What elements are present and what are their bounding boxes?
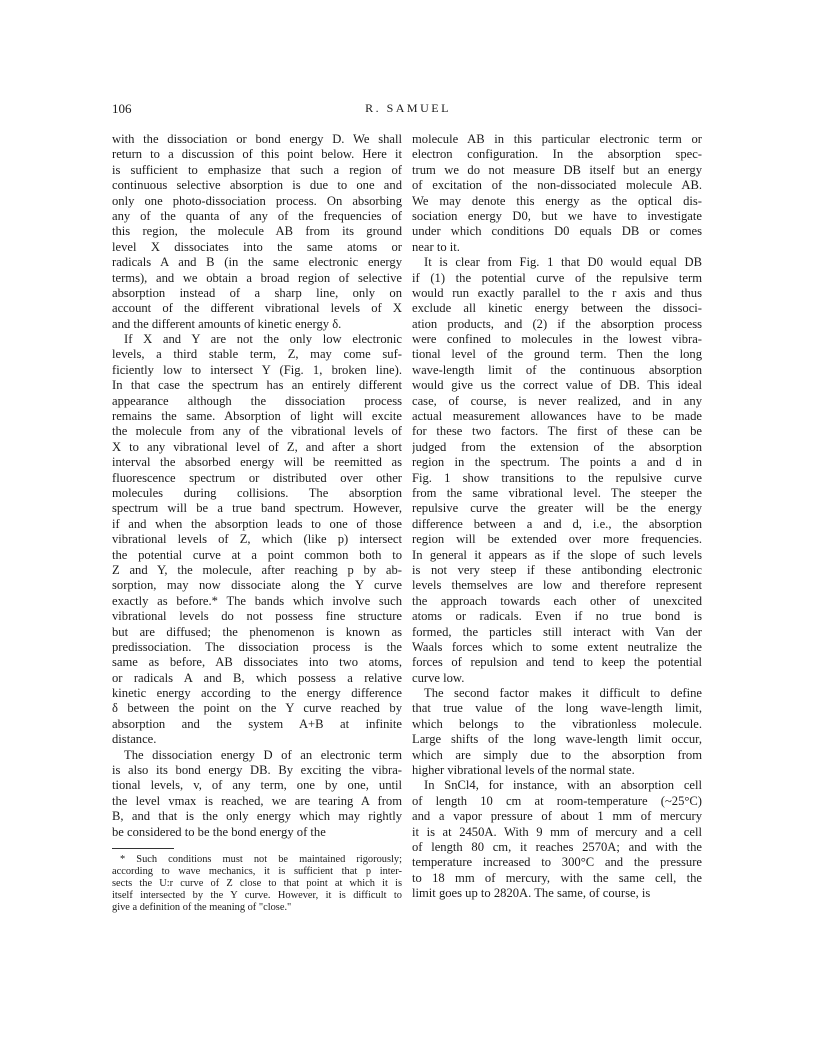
text-line: to 18 mm of mercury, with the same cell, the [412,870,702,885]
text-line: the molecule from any of the vibrational levels of [112,424,402,439]
text-line: for these two factors. The first of these can be [412,424,702,439]
text-line: which are simply due to the absorption from [412,747,702,762]
text-line: Large shifts of the long wave-length limit occur, [412,732,702,747]
text-line: ficiently low to intersect Y (Fig. 1, broken line). [112,362,402,377]
text-line: ation products, and (2) if the absorption process [412,316,702,331]
text-line: continuous selective absorption is due to one and [112,178,402,193]
text-line: The second factor makes it difficult to define [424,686,702,701]
text-line: In general it appears as if the slope of such levels [412,547,702,562]
text-line: region in the spectrum. The points a and d in [412,455,702,470]
text-line: difference between a and d, i.e., the absorption [412,516,702,531]
text-line: formed, the particles still interact with Van der [412,624,702,639]
text-line: molecules during collisions. The absorption [112,485,402,500]
text-line: would run exactly parallel to the r axis and thus [412,285,702,300]
text-line: kinetic energy according to the energy difference [112,686,402,701]
text-line: absorption and the system A+B at infinite [112,716,402,731]
footnote-line: * Such conditions must not be maintained rigorously; [120,853,402,865]
right-column [412,132,702,902]
text-line: the level vmax is reached, we are tearing A from [112,793,402,808]
text-line: appearance although the dissociation process [112,393,402,408]
text-line: actual measurement allowances have to be made [412,409,702,424]
text-line: levels, a third stable term, Z, may come suf- [112,347,402,362]
text-line: levels themselves are low and therefore represent [412,578,702,593]
text-line: The dissociation energy D of an electronic term [124,747,402,762]
text-line: Waals forces which to some extent neutralize the [412,639,702,654]
text-line: trum we do not measure DB itself but an energy [412,162,702,177]
text-line: account of the different vibrational levels of X [112,301,402,316]
text-line: X to any vibrational level of Z, and after a short [112,439,402,454]
text-line: from the same vibrational level. The steeper the [412,485,702,500]
text-line: spectrum will be a true band spectrum. However, [112,501,402,516]
text-line: return to a discussion of this point below. Here it [112,147,402,162]
text-line: were confined to molecules in the lowest vibra- [412,332,702,347]
text-line: electron configuration. In the absorption spec- [412,147,702,162]
text-line: the potential curve at a point common both to [112,547,402,562]
running-head [0,101,816,119]
text-line: distance. [112,732,157,747]
right-column-body [412,132,702,902]
text-line: temperature increased to 300°C and the pressure [412,855,702,870]
text-line: this region, the molecule AB from its ground [112,224,402,239]
text-line: judged from the extension of the absorption [412,439,702,454]
text-line: If X and Y are not the only low electronic [124,332,402,347]
text-line: absorption instead of a sharp line, only on [112,285,402,300]
text-line: In SnCl4, for instance, with an absorption cell [424,778,702,793]
text-line: remains the same. Absorption of light will excite [112,409,402,424]
text-line: tional levels, v, of any term, one by one, until [112,778,402,793]
text-line: is also its bond energy DB. By exciting the vibra- [112,763,402,778]
text-line: curve low. [412,670,465,685]
text-line: We may denote this energy as the optical dis- [412,193,702,208]
text-line: any of the quanta of any of the frequencies of [112,208,402,223]
text-line: of excitation of the non-dissociated molecule AB. [412,178,702,193]
text-line: exactly as before.* The bands which involve such [112,593,402,608]
text-line: is not very steep if these antibonding electronic [412,562,702,577]
text-line: sorption, may now dissociate along the Y curve [112,578,402,593]
text-line: same as before, AB dissociates into two atoms, [112,655,402,670]
text-line: which belongs to the vibrationless molecule. [412,716,702,731]
text-line: repulsive curve the greater will be the energy [412,501,702,516]
footnote-rule [112,848,174,849]
text-line: terms), and we obtain a broad region of selective [112,270,402,285]
text-line: In that case the spectrum has an entirely different [112,378,402,393]
text-line: level X dissociates into the same atoms or [112,239,402,254]
text-line: wave-length limit of the continuous absorption [412,362,702,377]
text-line: sociation energy D0, but we have to investigate [412,208,702,223]
text-line: but are diffused; the phenomenon is known as [112,624,402,639]
text-line: is sufficient to emphasize that such a region of [112,162,402,177]
text-line: It is clear from Fig. 1 that D0 would equal DB [424,255,702,270]
text-line: δ between the point on the Y curve reached by [112,701,402,716]
text-line: higher vibrational levels of the normal state. [412,763,635,778]
text-line: fluorescence spectrum or distributed over other [112,470,402,485]
text-line: region will be extended over more frequencies. [412,532,702,547]
footnote-line: give a definition of the meaning of "close." [112,901,292,913]
footnote-line: according to wave mechanics, it is sufficient that p inter- [112,865,402,877]
text-line: if and when the absorption leads to one of those [112,516,402,531]
text-line: radicals A and B (in the same electronic energy [112,255,402,270]
page-number: 106 [112,101,132,116]
running-title: R. SAMUEL [365,101,451,115]
text-line: case, of course, is never realized, and in any [412,393,702,408]
text-line: and the different amounts of kinetic energy δ. [112,316,342,331]
text-line: interval the absorbed energy will be reemitted as [112,455,402,470]
text-line: only one photo-dissociation process. On absorbing [112,193,402,208]
text-line: that true value of the long wave-length limit, [412,701,702,716]
text-line: near to it. [412,239,460,254]
text-line: it is at 2450A. With 9 mm of mercury and a cell [412,824,702,839]
text-line: atoms or radicals. Even if no true bond is [412,609,702,624]
text-line: with the dissociation or bond energy D. We shall [112,132,402,146]
text-line: predissociation. The dissociation process is the [112,639,402,654]
text-line: vibrational levels do not possess fine structure [112,609,402,624]
text-line: Z and Y, the molecule, after reaching p by ab- [112,562,402,577]
text-line: tional level of the ground term. Then the long [412,347,702,362]
footnote-line: sects the U:r curve of Z close to that point at which it is [112,877,402,889]
text-line: vibrational levels of Z, which (like p) intersect [112,532,402,547]
text-line: of length 80 cm, it reaches 2570A; and with the [412,839,702,854]
text-line: Fig. 1 show transitions to the repulsive curve [412,470,702,485]
text-line: of length 10 cm at room-temperature (~25°C) [412,793,702,808]
text-line: forces of repulsion and tend to keep the potential [412,655,702,670]
text-line: under which conditions D0 equals DB or comes [412,224,702,239]
text-line: be considered to be the bond energy of the [112,824,326,839]
footnote [112,854,402,914]
text-line: and a vapor pressure of about 1 mm of mercury [412,809,702,824]
text-line: exclude all kinetic energy between the dissoci- [412,301,702,316]
left-column [112,132,402,914]
text-line: molecule AB in this particular electronic term or [412,132,702,146]
text-line: if (1) the potential curve of the repulsive term [412,270,702,285]
left-column-body [112,132,402,840]
footnote-line: itself intersected by the Y curve. However, it is difficult to [112,889,402,901]
text-line: B, and that is the only energy which may rightly [112,809,402,824]
text-line: the approach towards each other of unexcited [412,593,702,608]
text-line: limit goes up to 2820A. The same, of course, is [412,886,651,901]
text-line: would give us the correct value of DB. This ideal [412,378,702,393]
text-line: or radicals A and B, which possess a relative [112,670,402,685]
